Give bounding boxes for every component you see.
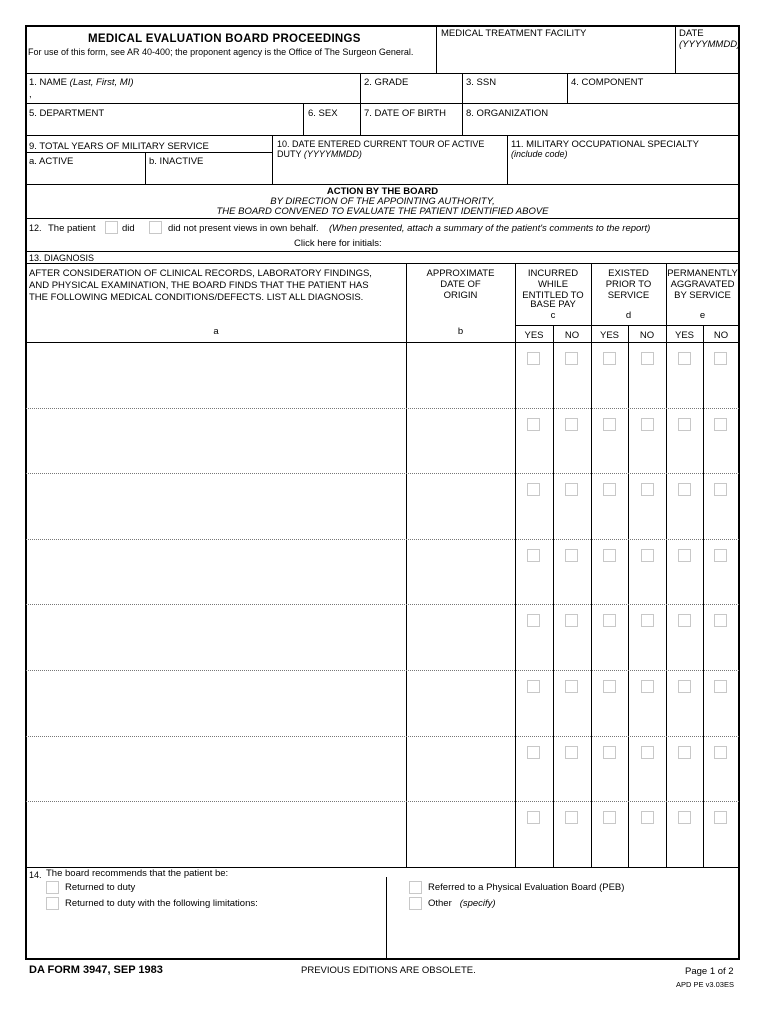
- existed-no-checkbox[interactable]: [641, 680, 654, 693]
- existed-no-checkbox[interactable]: [641, 352, 654, 365]
- version: APD PE v3.03ES: [676, 980, 734, 989]
- divider: [666, 263, 667, 867]
- mos-hint: (include code): [511, 149, 568, 159]
- origin-date-input[interactable]: [408, 475, 513, 491]
- divider: [515, 263, 516, 867]
- aggravated-no-checkbox[interactable]: [714, 352, 727, 365]
- incurred-header: BASE PAY: [530, 299, 576, 310]
- no-header: NO: [639, 330, 655, 341]
- divider: [591, 263, 592, 867]
- col-c-label: c: [550, 310, 556, 321]
- origin-header: APPROXIMATE: [426, 268, 495, 279]
- did-not-label: did not present views in own behalf.: [168, 223, 319, 234]
- yes-header: YES: [599, 330, 619, 341]
- existed-no-checkbox[interactable]: [641, 549, 654, 562]
- diagnosis-label: 13. DIAGNOSIS: [29, 253, 95, 263]
- item12-number: 12.: [29, 223, 42, 233]
- aggravated-no-checkbox[interactable]: [714, 483, 727, 496]
- peb-label: Referred to a Physical Evaluation Board (PEB): [428, 882, 625, 893]
- obsolete-note: PREVIOUS EDITIONS ARE OBSOLETE.: [301, 965, 476, 976]
- aggravated-header: BY SERVICE: [674, 290, 731, 301]
- aggravated-yes-checkbox[interactable]: [678, 680, 691, 693]
- item14-number: 14.: [29, 870, 42, 880]
- incurred-yes-checkbox[interactable]: [527, 483, 540, 496]
- divider: [436, 27, 437, 73]
- returned-checkbox[interactable]: [46, 881, 59, 894]
- ssn-input[interactable]: [464, 89, 566, 102]
- existed-no-checkbox[interactable]: [641, 614, 654, 627]
- origin-date-input[interactable]: [408, 672, 513, 688]
- origin-date-input[interactable]: [408, 410, 513, 426]
- divider: [553, 325, 554, 867]
- form-id: DA FORM 3947, SEP 1983: [29, 964, 163, 976]
- existed-yes-checkbox[interactable]: [603, 680, 616, 693]
- divider: [360, 103, 361, 135]
- limitations-input[interactable]: [46, 912, 381, 956]
- divider: [26, 604, 739, 605]
- did-label: did: [122, 223, 135, 234]
- aggravated-yes-checkbox[interactable]: [678, 811, 691, 824]
- col-e-label: e: [699, 310, 706, 321]
- component-label: 4. COMPONENT: [571, 77, 644, 88]
- other-checkbox[interactable]: [409, 897, 422, 910]
- divider: [26, 263, 739, 264]
- existed-no-checkbox[interactable]: [641, 483, 654, 496]
- service-label: 9. TOTAL YEARS OF MILITARY SERVICE: [29, 141, 209, 152]
- diagnosis-desc: AFTER CONSIDERATION OF CLINICAL RECORDS, LABORATORY FINDINGS,: [29, 268, 372, 279]
- existed-yes-checkbox[interactable]: [603, 811, 616, 824]
- tour-input[interactable]: [274, 162, 506, 182]
- existed-no-checkbox[interactable]: [641, 746, 654, 759]
- divider: [26, 184, 739, 185]
- diagnosis-input[interactable]: [28, 475, 404, 537]
- incurred-no-checkbox[interactable]: [565, 811, 578, 824]
- aggravated-header: AGGRAVATED: [670, 279, 735, 290]
- incurred-no-checkbox[interactable]: [565, 614, 578, 627]
- facility-input[interactable]: [438, 42, 673, 70]
- diagnosis-input[interactable]: [28, 541, 404, 603]
- divider: [703, 325, 704, 867]
- name-value[interactable]: ,: [29, 89, 32, 100]
- divider: [272, 135, 273, 184]
- existed-no-checkbox[interactable]: [641, 418, 654, 431]
- existed-yes-checkbox[interactable]: [603, 614, 616, 627]
- mos-label: 11. MILITARY OCCUPATIONAL SPECIALTY: [511, 139, 699, 150]
- divider: [462, 73, 463, 103]
- component-input[interactable]: [569, 89, 737, 102]
- aggravated-no-checkbox[interactable]: [714, 549, 727, 562]
- incurred-no-checkbox[interactable]: [565, 680, 578, 693]
- diagnosis-input[interactable]: [28, 410, 404, 472]
- incurred-yes-checkbox[interactable]: [527, 746, 540, 759]
- did-checkbox[interactable]: [105, 221, 118, 234]
- divider: [26, 103, 739, 104]
- divider: [26, 218, 739, 219]
- existed-yes-checkbox[interactable]: [603, 352, 616, 365]
- diagnosis-desc: THE FOLLOWING MEDICAL CONDITIONS/DEFECTS. LIST ALL DIAGNOSIS.: [29, 292, 364, 303]
- divider: [26, 736, 739, 737]
- incurred-yes-checkbox[interactable]: [527, 352, 540, 365]
- other-label: Other (specify): [428, 898, 496, 909]
- sex-label: 6. SEX: [308, 108, 338, 119]
- incurred-no-checkbox[interactable]: [565, 746, 578, 759]
- divider: [303, 103, 304, 135]
- incurred-no-checkbox[interactable]: [565, 352, 578, 365]
- diagnosis-input[interactable]: [28, 672, 404, 734]
- col-b-label: b: [457, 326, 464, 337]
- diagnosis-desc: AND PHYSICAL EXAMINATION, THE BOARD FINDS THAT THE PATIENT HAS: [29, 280, 369, 291]
- org-input[interactable]: [464, 120, 737, 133]
- peb-checkbox[interactable]: [409, 881, 422, 894]
- divider: [26, 539, 739, 540]
- divider: [628, 325, 629, 867]
- yes-header: YES: [524, 330, 544, 341]
- action-line-2: BY DIRECTION OF THE APPOINTING AUTHORITY,: [270, 196, 495, 207]
- initials-link[interactable]: Click here for initials:: [294, 238, 382, 249]
- divider: [386, 877, 387, 958]
- origin-date-input[interactable]: [408, 541, 513, 557]
- inactive-input[interactable]: [147, 168, 271, 182]
- incurred-header: ENTITLED TO: [522, 290, 584, 301]
- aggravated-no-checkbox[interactable]: [714, 614, 727, 627]
- action-heading: ACTION BY THE BOARD: [326, 186, 439, 197]
- existed-header: PRIOR TO: [605, 279, 652, 290]
- ssn-label: 3. SSN: [466, 77, 497, 88]
- divider: [462, 103, 463, 135]
- incurred-no-checkbox[interactable]: [565, 483, 578, 496]
- date-hint: (YYYYMMDD): [679, 39, 741, 50]
- divider: [26, 670, 739, 671]
- origin-header: DATE OF: [440, 279, 481, 290]
- returned-label: Returned to duty: [65, 882, 136, 893]
- existed-yes-checkbox[interactable]: [603, 746, 616, 759]
- existed-header: SERVICE: [607, 290, 650, 301]
- dob-label: 7. DATE OF BIRTH: [364, 108, 446, 119]
- item12-note: (When presented, attach a summary of the patient's comments to the report): [329, 223, 651, 234]
- divider: [567, 73, 568, 103]
- form-title: MEDICAL EVALUATION BOARD PROCEEDINGS: [88, 33, 361, 45]
- item14-text: The board recommends that the patient be:: [46, 868, 229, 879]
- origin-date-input[interactable]: [408, 606, 513, 622]
- did-not-checkbox[interactable]: [149, 221, 162, 234]
- limitations-checkbox[interactable]: [46, 897, 59, 910]
- diagnosis-input[interactable]: [28, 606, 404, 668]
- diagnosis-input[interactable]: [28, 344, 404, 406]
- aggravated-no-checkbox[interactable]: [714, 680, 727, 693]
- date-input[interactable]: [677, 52, 738, 70]
- divider: [26, 152, 272, 153]
- existed-no-checkbox[interactable]: [641, 811, 654, 824]
- divider: [145, 152, 146, 184]
- incurred-header: WHILE: [537, 279, 569, 290]
- divider: [26, 801, 739, 802]
- inactive-label: b. INACTIVE: [149, 156, 204, 167]
- incurred-yes-checkbox[interactable]: [527, 680, 540, 693]
- incurred-no-checkbox[interactable]: [565, 549, 578, 562]
- divider: [26, 408, 739, 409]
- org-label: 8. ORGANIZATION: [466, 108, 549, 119]
- sex-input[interactable]: [305, 120, 359, 133]
- divider: [360, 73, 361, 103]
- origin-date-input[interactable]: [408, 738, 513, 754]
- name-label: 1. NAME (Last, First, MI): [29, 77, 134, 88]
- aggravated-yes-checkbox[interactable]: [678, 483, 691, 496]
- page-number: Page 1 of 2: [685, 966, 734, 977]
- item12-text: The patient: [48, 223, 96, 234]
- divider: [26, 73, 739, 74]
- incurred-no-checkbox[interactable]: [565, 418, 578, 431]
- active-label: a. ACTIVE: [29, 156, 74, 167]
- tour-label-2: DUTY (YYYYMMDD): [277, 149, 362, 159]
- tour-label: 10. DATE ENTERED CURRENT TOUR OF ACTIVE: [277, 139, 485, 149]
- dob-input[interactable]: [362, 120, 460, 133]
- aggravated-header: PERMANENTLY: [667, 268, 738, 279]
- existed-yes-checkbox[interactable]: [603, 418, 616, 431]
- active-input[interactable]: [28, 168, 144, 182]
- divider: [26, 342, 739, 343]
- aggravated-no-checkbox[interactable]: [714, 746, 727, 759]
- origin-date-input[interactable]: [408, 344, 513, 360]
- origin-header: ORIGIN: [443, 290, 478, 301]
- divider: [507, 135, 508, 184]
- incurred-yes-checkbox[interactable]: [527, 614, 540, 627]
- aggravated-no-checkbox[interactable]: [714, 811, 727, 824]
- incurred-yes-checkbox[interactable]: [527, 418, 540, 431]
- aggravated-yes-checkbox[interactable]: [678, 352, 691, 365]
- incurred-yes-checkbox[interactable]: [527, 811, 540, 824]
- incurred-header: INCURRED: [527, 268, 579, 279]
- aggravated-no-checkbox[interactable]: [714, 418, 727, 431]
- divider: [26, 251, 739, 252]
- aggravated-yes-checkbox[interactable]: [678, 418, 691, 431]
- form-subtitle: For use of this form, see AR 40-400; the proponent agency is the Office of The Surgeon General.: [28, 47, 414, 57]
- divider: [406, 263, 407, 867]
- existed-yes-checkbox[interactable]: [603, 483, 616, 496]
- origin-date-input[interactable]: [408, 803, 513, 819]
- diagnosis-input[interactable]: [28, 738, 404, 800]
- incurred-yes-checkbox[interactable]: [527, 549, 540, 562]
- divider: [26, 473, 739, 474]
- col-a-label: a: [213, 326, 219, 337]
- yes-header: YES: [674, 330, 694, 341]
- divider: [515, 325, 739, 326]
- divider: [26, 135, 739, 136]
- divider: [675, 27, 676, 73]
- department-input[interactable]: [28, 120, 302, 133]
- col-d-label: d: [625, 310, 632, 321]
- aggravated-yes-checkbox[interactable]: [678, 549, 691, 562]
- aggravated-yes-checkbox[interactable]: [678, 746, 691, 759]
- existed-yes-checkbox[interactable]: [603, 549, 616, 562]
- mos-input[interactable]: [509, 162, 737, 182]
- date-label: DATE: [679, 28, 704, 39]
- limitations-label: Returned to duty with the following limitations:: [65, 898, 258, 909]
- no-header: NO: [713, 330, 729, 341]
- department-label: 5. DEPARTMENT: [29, 108, 105, 119]
- facility-label: MEDICAL TREATMENT FACILITY: [441, 28, 587, 39]
- aggravated-yes-checkbox[interactable]: [678, 614, 691, 627]
- grade-input[interactable]: [362, 89, 460, 102]
- grade-label: 2. GRADE: [364, 77, 409, 88]
- diagnosis-input[interactable]: [28, 803, 404, 865]
- other-input[interactable]: [409, 912, 735, 956]
- action-line-3: THE BOARD CONVENED TO EVALUATE THE PATIENT IDENTIFIED ABOVE: [216, 206, 549, 217]
- no-header: NO: [564, 330, 580, 341]
- existed-header: EXISTED: [608, 268, 649, 279]
